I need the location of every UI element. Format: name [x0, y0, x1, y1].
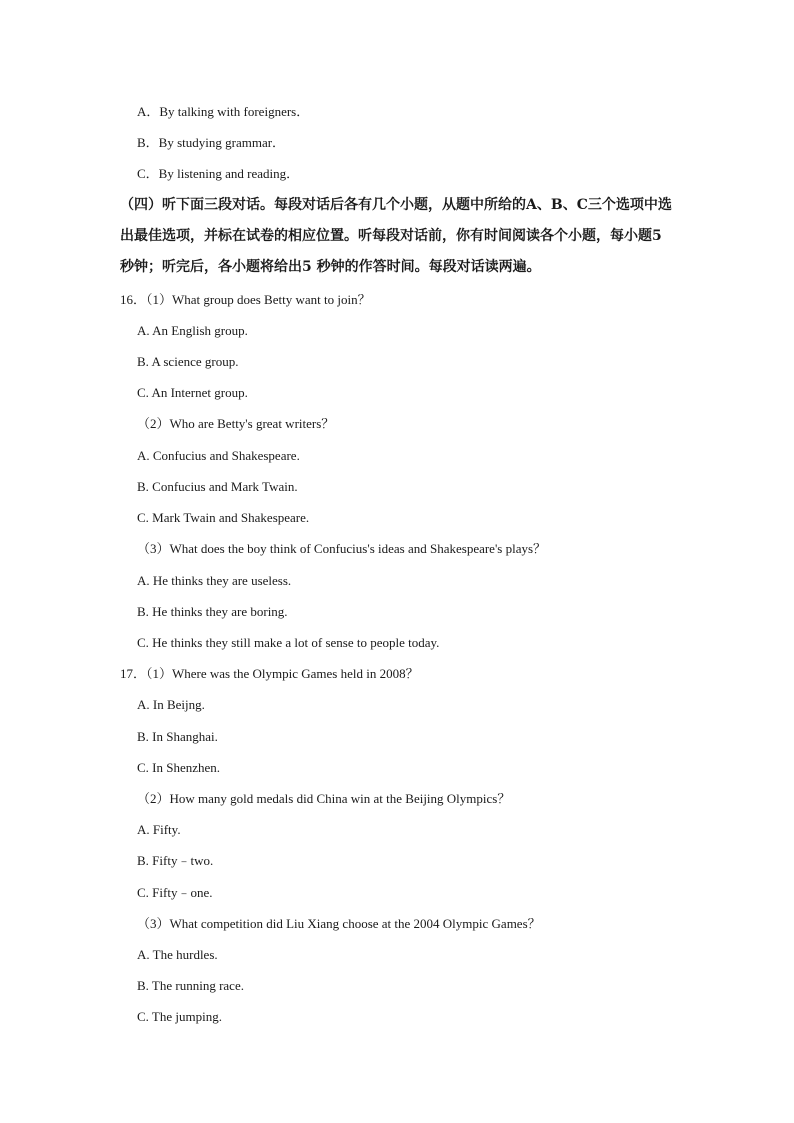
q17-part2-option-c: C. Fifty﹣one. [137, 885, 213, 900]
q16-part3-option-b: B. He thinks they are boring. [137, 604, 288, 619]
prev-option-a: A．By talking with foreigners． [137, 104, 310, 119]
q16-part2-option-a: A. Confucius and Shakespeare. [137, 448, 300, 463]
q16-part1-option-b: B. A science group. [137, 354, 239, 369]
instruction-line-1: （四）听下面三段对话。每段对话后各有几个小题，从题中所给的A、B、C三个选项中选 [120, 197, 672, 213]
q16-part1-prompt: 16．（1）What group does Betty want to join？ [120, 292, 371, 307]
q17-part1-option-c: C. In Shenzhen. [137, 760, 221, 775]
instruction-line-2: 出最佳选项，并标在试卷的相应位置。听每段对话前，你有时间阅读各个小题，每小题5 [120, 228, 662, 244]
q17-part1-option-b: B. In Shanghai. [137, 729, 218, 744]
q17-part2-option-a: A. Fifty. [137, 822, 181, 837]
q17-part3-option-c: C. The jumping. [137, 1009, 222, 1024]
section-four-instructions [120, 190, 680, 283]
q16-part2-option-b: B. Confucius and Mark Twain. [137, 479, 298, 494]
q17-part1-option-a: A. In Beijng. [137, 697, 205, 712]
q16-part3-prompt: （3）What does the boy think of Confucius's ideas and Shakespeare's plays？ [137, 541, 547, 556]
prev-option-b: B．By studying grammar． [137, 135, 286, 150]
q17-part3-option-a: A. The hurdles. [137, 947, 218, 962]
q16-part2-prompt: （2）Who are Betty's great writers？ [137, 416, 335, 431]
q16-part1-option-c: C. An Internet group. [137, 385, 248, 400]
q16-part3-option-a: A. He thinks they are useless. [137, 573, 292, 588]
prev-option-c: C．By listening and reading． [137, 166, 300, 181]
q16-part2-option-c: C. Mark Twain and Shakespeare. [137, 510, 310, 525]
q16-part3-option-c: C. He thinks they still make a lot of sense to people today. [137, 635, 440, 650]
q17-part3-option-b: B. The running race. [137, 978, 244, 993]
q17-part3-prompt: （3）What competition did Liu Xiang choose at the 2004 Olympic Games？ [137, 916, 541, 931]
q17-part1-prompt: 17．（1）Where was the Olympic Games held in 2008？ [120, 666, 419, 681]
q17-part2-prompt: （2）How many gold medals did China win at the Beijing Olympics？ [137, 791, 511, 806]
instruction-line-3: 秒钟；听完后，各小题将给出5 秒钟的作答时间。每段对话读两遍。 [120, 259, 541, 275]
q16-part1-option-a: A. An English group. [137, 323, 248, 338]
q17-part2-option-b: B. Fifty﹣two. [137, 853, 214, 868]
